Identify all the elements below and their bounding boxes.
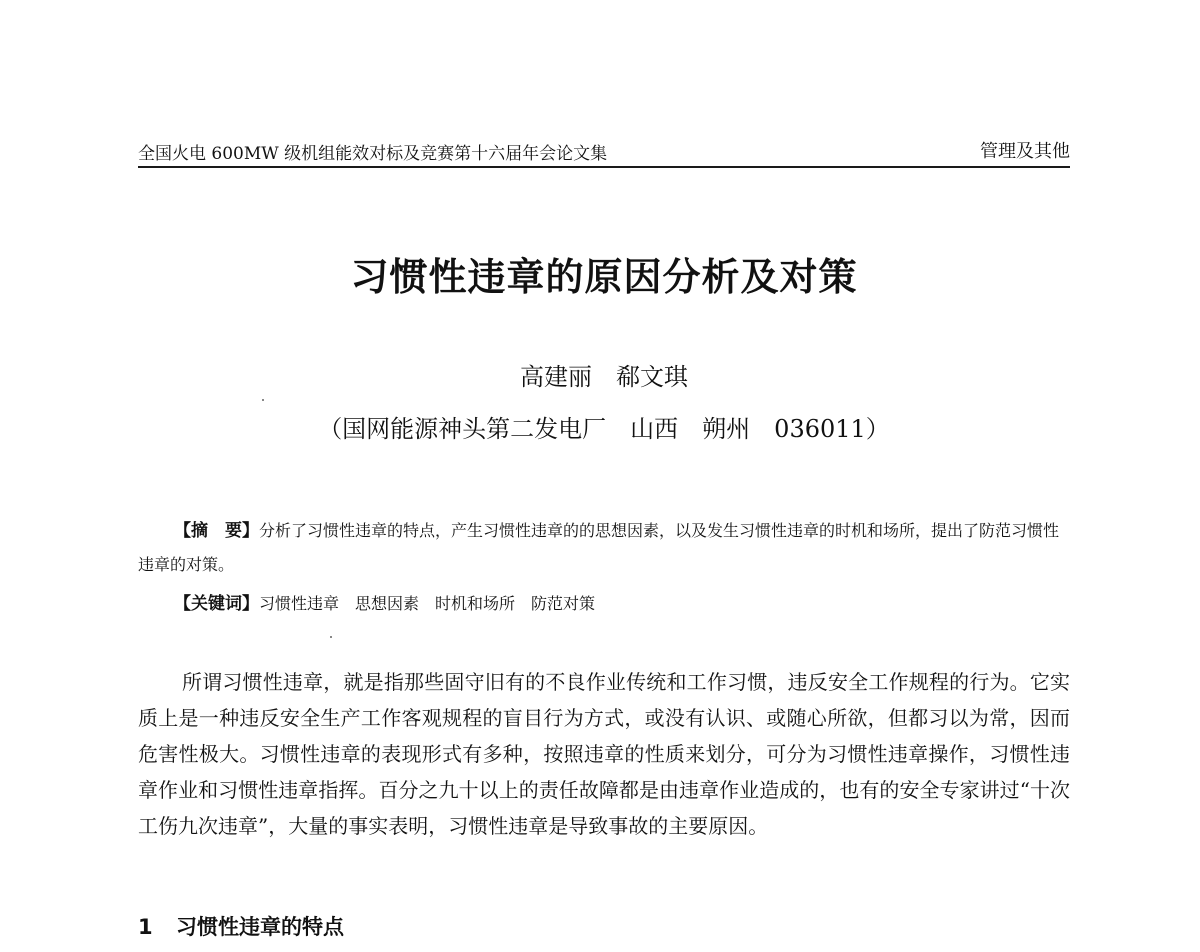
paper-title: 习惯性违章的原因分析及对策 bbox=[350, 255, 858, 299]
section-number: 1 bbox=[138, 915, 153, 939]
running-header bbox=[138, 136, 1070, 168]
paper-authors: 高建丽 郗文琪 bbox=[520, 363, 688, 391]
scan-speck bbox=[262, 399, 264, 401]
section-heading bbox=[138, 911, 344, 941]
abstract-label: 【摘 要】 bbox=[174, 521, 259, 541]
paper-page bbox=[138, 0, 1070, 952]
abstract-text: 分析了习惯性违章的特点，产生习惯性违章的的思想因素，以及发生习惯性违章的时机和场所，提出了防范习惯性违章的对策。 bbox=[138, 521, 1060, 574]
keywords bbox=[174, 589, 595, 614]
abstract-paragraph bbox=[138, 514, 1070, 581]
paper-affiliation: （国网能源神头第二发电厂 山西 朔州 036011） bbox=[318, 415, 890, 443]
body-paragraph: 所谓习惯性违章，就是指那些固守旧有的不良作业传统和工作习惯，违反安全工作规程的行为。它实质上是一种违反安全生产工作客观规程的盲目行为方式，或没有认识、或随心所欲，但都习以为常，因而危害性极大。习惯性违章的表现形式有多种，按照违章的性质来划分，可分为习惯性违章操作，习惯性违章作业和习惯性违章指挥。百分之九十以上的责任故障都是由违章作业造成的，也有的安全专家讲过“十次工伤九次违章”，大量的事实表明，习惯性违章是导致事故的主要原因。 bbox=[138, 670, 1070, 838]
proceedings-title: 全国火电 600MW 级机组能效对标及竞赛第十六届年会论文集 bbox=[138, 144, 608, 164]
keywords-label: 【关键词】 bbox=[174, 594, 259, 614]
abstract bbox=[138, 514, 1070, 581]
keywords-text: 习惯性违章 思想因素 时机和场所 防范对策 bbox=[259, 594, 596, 613]
scan-speck bbox=[330, 636, 332, 638]
section-category: 管理及其他 bbox=[980, 141, 1070, 162]
section-title: 习惯性违章的特点 bbox=[176, 915, 344, 939]
body-text bbox=[138, 664, 1070, 844]
